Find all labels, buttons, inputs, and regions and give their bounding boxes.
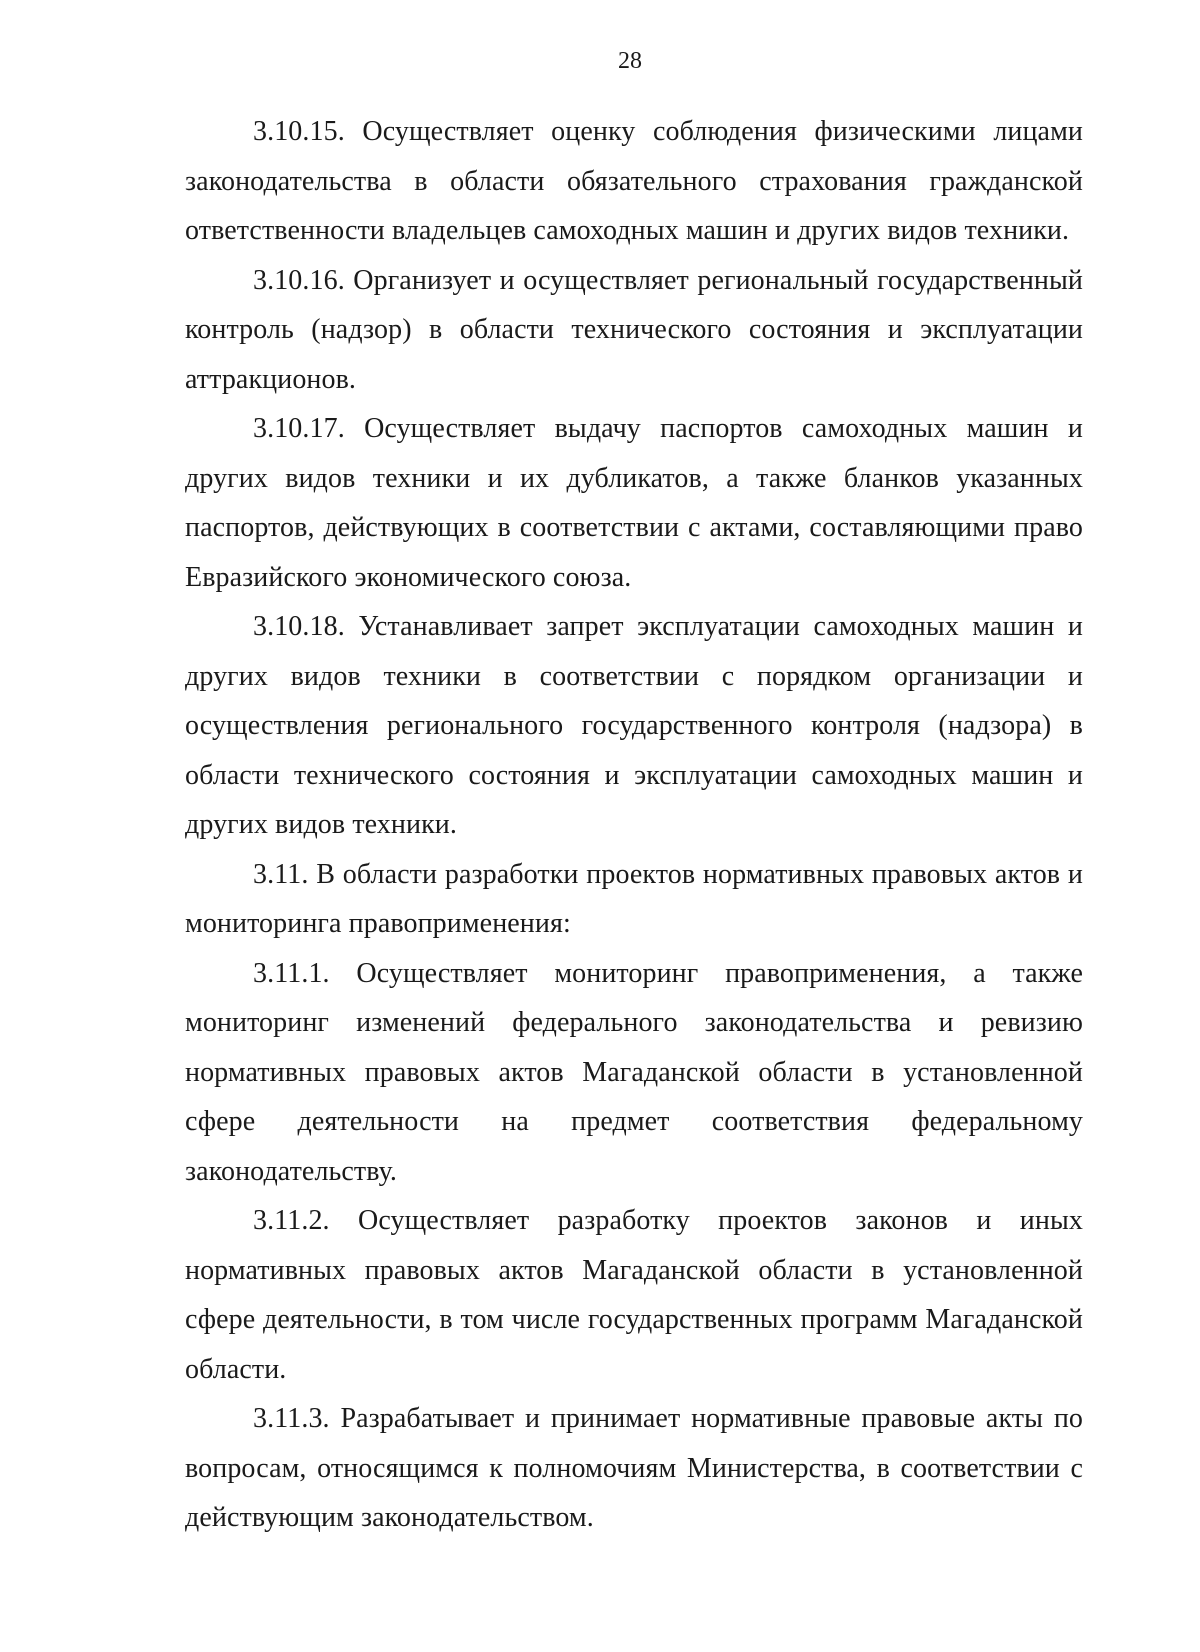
paragraph-3-10-18: 3.10.18. Устанавливает запрет эксплуатации самоходных машин и других видов техники в соответствии с порядком организации и осуществления регионального государственного контроля (надзора) в области технического состояния и эксплуатации самоходных машин и других видов техники. — [185, 611, 1083, 840]
paragraph-3-11-1: 3.11.1. Осуществляет мониторинг правоприменения, а также мониторинг изменений федерального законодательства и ревизию нормативных правовых актов Магаданской области в установленной сфере деятельности на предмет соответствия федеральному законодательству. — [185, 957, 1083, 1187]
document-body — [185, 107, 1083, 1543]
page-number: 28 — [618, 48, 642, 74]
paragraph-3-10-17: 3.10.17. Осуществляет выдачу паспортов самоходных машин и других видов техники и их дубликатов, а также бланков указанных паспортов, действующих в соответствии с актами, составляющими право Евразийского экономического союза. — [185, 413, 1083, 593]
paragraph-3-10-15: 3.10.15. Осуществляет оценку соблюдения физическими лицами законодательства в области обязательного страхования гражданской ответственности владельцев самоходных машин и других видов техники. — [185, 116, 1083, 246]
paragraph-3-11-2: 3.11.2. Осуществляет разработку проектов законов и иных нормативных правовых актов Магаданской области в установленной сфере деятельности, в том числе государственных программ Магаданской области. — [185, 1205, 1083, 1385]
paragraph-3-10-16: 3.10.16. Организует и осуществляет региональный государственный контроль (надзор) в области технического состояния и эксплуатации аттракционов. — [185, 264, 1083, 395]
paragraph-3-11: 3.11. В области разработки проектов нормативных правовых актов и мониторинга правоприменения: — [185, 858, 1083, 939]
paragraph-3-11-3: 3.11.3. Разрабатывает и принимает нормативные правовые акты по вопросам, относящимся к полномочиям Министерства, в соответствии с действующим законодательством. — [185, 1403, 1083, 1533]
